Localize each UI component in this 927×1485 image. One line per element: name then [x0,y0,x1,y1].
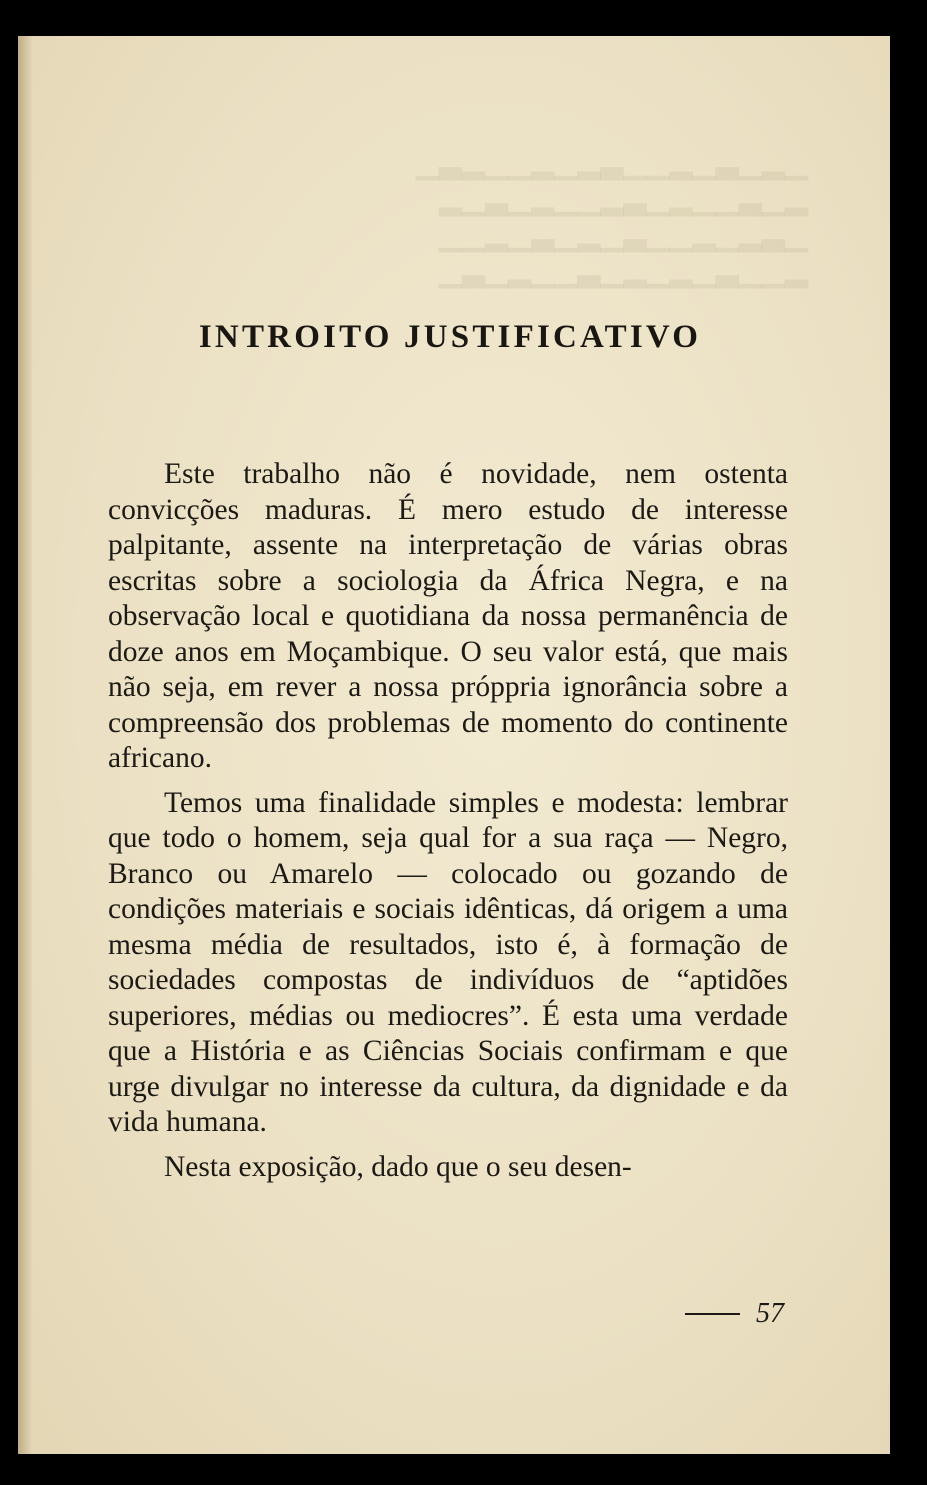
show-through-texture: ▁▂▁▃▁▂▁▁▃▂▁▂▁▁▂▃▁ ▂▁▃▁▁▂▁▃▂▁▁▂▁▃▁▂ ▁▃▂▁▂▁▁▃▁▂▁▃▁▂▁▁ ▂▁▁▃▁▂▁▂▁▃▁▁▂▁▃▁ [415,147,808,288]
footer-rule [685,1313,740,1315]
chapter-title: INTROITO JUSTIFICATIVO [198,319,702,355]
body-text [108,457,788,1185]
page-number: 57 [756,1298,784,1329]
paragraph-3: Nesta exposição, dado que o seu desen- [164,1150,632,1183]
page-gutter-shadow [18,36,32,1454]
book-page [18,36,890,1454]
page-number-footer [685,1298,784,1330]
paragraph-1: Este trabalho não é novidade, nem ostenta convicções maduras. É mero estudo de interesse palpitante, assente na interpretação de várias obras escritas sobre a sociologia da África Negra, e na observação local e quotidiana da nossa permanência de doze anos em Moçambique. O seu valor está, que mais não seja, em rever a nossa próppria ignorância sobre a compreensão dos problemas de momento do continente africano. [108,458,788,774]
paragraph-2: Temos uma finalidade simples e modesta: lembrar que todo o homem, seja qual for a sua raça — Negro, Branco ou Amarelo — colocado ou gozando de condições materiais e sociais idênticas, dá origem a uma mesma média de resultados, isto é, à formação de sociedades compostas de indivíduos de “aptidões superiores, médias ou mediocres”. É esta uma verdade que a História e as Ciências Sociais confirmam e que urge divulgar no interesse da cultura, da dignidade e da vida humana. [108,786,788,1138]
